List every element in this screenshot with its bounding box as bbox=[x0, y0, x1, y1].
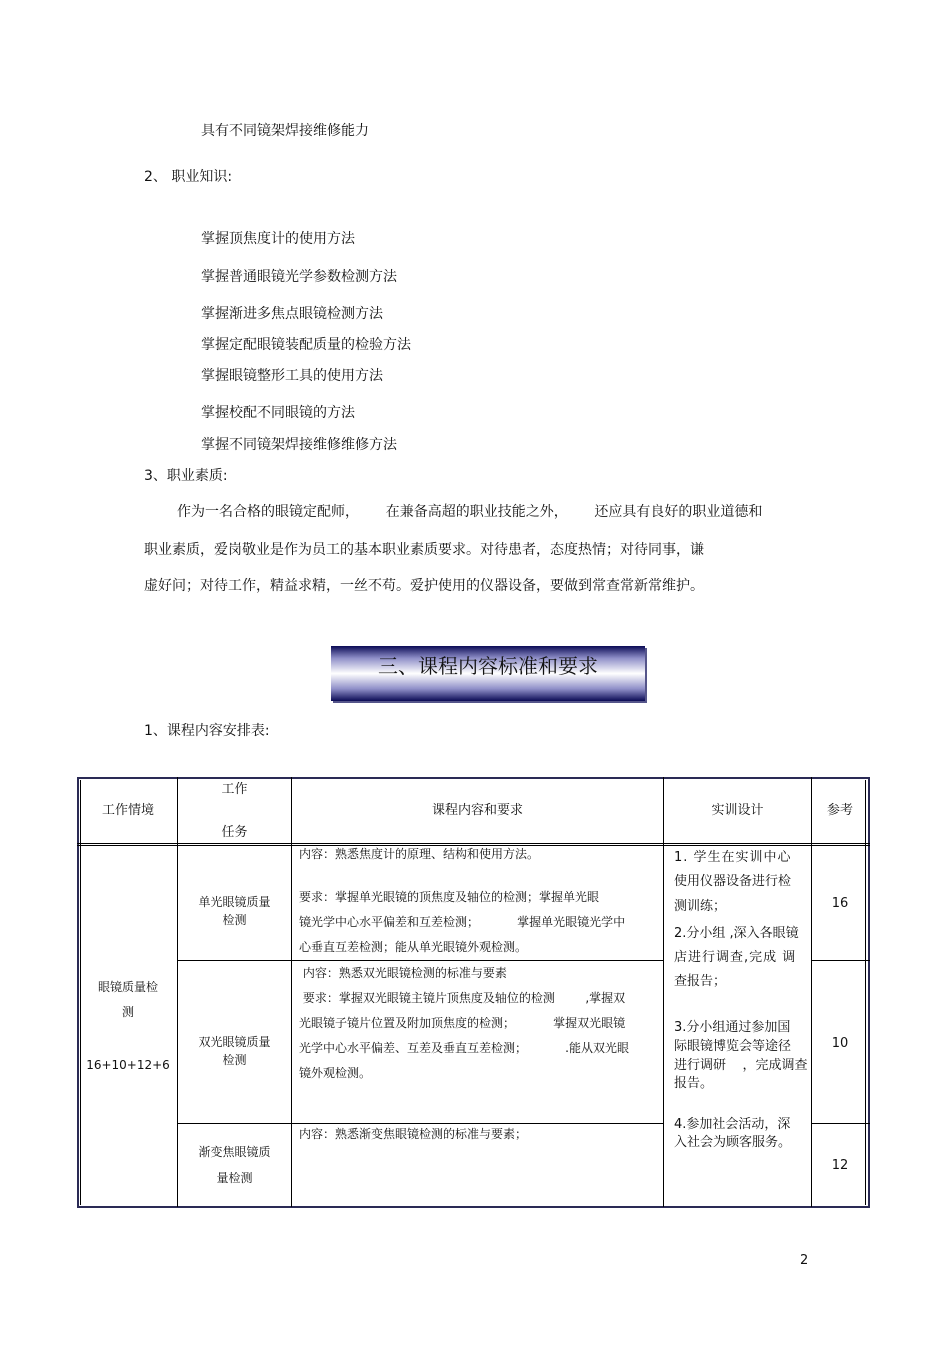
header-task-line2: 任务 bbox=[221, 825, 248, 840]
knowledge-item: 掌握普通眼镜光学参数检测方法 bbox=[201, 269, 397, 285]
training-line: 测训练； bbox=[674, 899, 727, 914]
header-content: 课程内容和要求 bbox=[431, 803, 523, 818]
content-line: 光学中心水平偏差、互差及垂直互差检测； .能从双光眼 bbox=[299, 1041, 629, 1055]
page-number: 2 bbox=[800, 1253, 809, 1268]
training-line: 报告。 bbox=[674, 1076, 714, 1091]
task-name: 检测 bbox=[222, 913, 247, 927]
knowledge-item: 掌握校配不同眼镜的方法 bbox=[201, 405, 355, 421]
content-line: 要求：掌握双光眼镜主镜片顶焦度及轴位的检测 ,掌握双 bbox=[299, 991, 626, 1005]
training-line: 4.参加社会活动，深 bbox=[674, 1117, 791, 1132]
qualities-paragraph-line: 作为一名合格的眼镜定配师， 在兼备高超的职业技能之外， 还应具有良好的职业道德和 bbox=[177, 504, 763, 520]
content-line: 心垂直互差检测；能从单光眼镜外观检测。 bbox=[299, 940, 528, 954]
situation-line: 眼镜质量检 bbox=[97, 980, 158, 994]
training-line: 查报告； bbox=[674, 974, 727, 989]
training-line: 3.分小组通过参加国 bbox=[674, 1020, 791, 1035]
task-name: 量检测 bbox=[216, 1171, 253, 1185]
knowledge-item: 掌握渐进多焦点眼镜检测方法 bbox=[201, 306, 383, 322]
qualities-paragraph-line: 职业素质，爱岗敬业是作为员工的基本职业素质要求。对待患者，态度热情；对待同事，谦 bbox=[144, 542, 704, 558]
training-line: 1. 学生在实训中心 bbox=[674, 850, 792, 865]
task-name: 检测 bbox=[222, 1053, 247, 1067]
col-sep bbox=[811, 777, 812, 1207]
content-line: 镜光学中心水平偏差和互差检测； 掌握单光眼镜光学中 bbox=[299, 915, 626, 929]
reference-hours: 10 bbox=[831, 1036, 849, 1051]
header-reference: 参考 bbox=[826, 803, 853, 818]
table-border-top bbox=[77, 777, 870, 779]
content-line: 内容：熟悉双光眼镜检测的标准与要素 bbox=[299, 966, 507, 980]
situation-hours-total: 16+10+12+6 bbox=[86, 1058, 170, 1072]
training-line: 入社会为顾客服务。 bbox=[674, 1135, 792, 1150]
header-task-line1: 工作 bbox=[221, 782, 248, 797]
task-name: 双光眼镜质量 bbox=[198, 1035, 271, 1049]
section-3-heading: 3、职业素质: bbox=[144, 468, 228, 484]
table-border-right bbox=[868, 777, 870, 1208]
training-line: 际眼镜博览会等途径 bbox=[674, 1039, 792, 1054]
header-situation: 工作情境 bbox=[101, 803, 154, 818]
knowledge-item: 掌握顶焦度计的使用方法 bbox=[201, 231, 355, 247]
task-name: 渐变焦眼镜质 bbox=[198, 1145, 271, 1159]
qualities-paragraph-line: 虚好问；对待工作，精益求精，一丝不苟。爱护使用的仪器设备，要做到常查常新常维护。 bbox=[144, 578, 704, 594]
reference-hours: 12 bbox=[831, 1158, 849, 1173]
table-caption: 1、课程内容安排表: bbox=[144, 723, 270, 739]
content-line: 要求：掌握单光眼镜的顶焦度及轴位的检测；掌握单光眼 bbox=[299, 890, 600, 904]
content-line: 内容：熟悉渐变焦眼镜检测的标准与要素； bbox=[299, 1127, 528, 1141]
content-line: 光眼镜子镜片位置及附加顶焦度的检测； 掌握双光眼镜 bbox=[299, 1016, 626, 1030]
reference-hours: 16 bbox=[831, 896, 849, 911]
table-border-bottom bbox=[77, 1206, 870, 1208]
row-sep bbox=[811, 1123, 870, 1124]
training-line: 使用仪器设备进行检 bbox=[674, 874, 792, 889]
section-2-heading: 2、 职业知识: bbox=[144, 169, 233, 185]
col-sep bbox=[291, 777, 292, 1207]
row-sep bbox=[811, 960, 870, 961]
content-line: 内容：熟悉焦度计的原理、结构和使用方法。 bbox=[299, 847, 540, 861]
training-line: 2.分小组 ,深入各眼镜 bbox=[674, 926, 799, 941]
task-name: 单光眼镜质量 bbox=[198, 895, 271, 909]
knowledge-item: 掌握不同镜架焊接维修维修方法 bbox=[201, 437, 397, 453]
knowledge-item: 掌握眼镜整形工具的使用方法 bbox=[201, 368, 383, 384]
training-line: 进行调研 ，完成调查 bbox=[674, 1058, 808, 1073]
header-training: 实训设计 bbox=[711, 803, 764, 818]
col-sep bbox=[663, 777, 664, 1207]
knowledge-item: 掌握定配眼镜装配质量的检验方法 bbox=[201, 337, 411, 353]
course-content-table bbox=[77, 777, 870, 1209]
content-line: 镜外观检测。 bbox=[299, 1066, 372, 1080]
intro-line: 具有不同镜架焊接维修能力 bbox=[201, 123, 369, 139]
section-banner bbox=[331, 646, 645, 701]
training-line: 店进行调查,完成 调 bbox=[674, 950, 797, 965]
situation-line: 测 bbox=[121, 1005, 134, 1019]
banner-title: 三、课程内容标准和要求 bbox=[378, 654, 598, 678]
